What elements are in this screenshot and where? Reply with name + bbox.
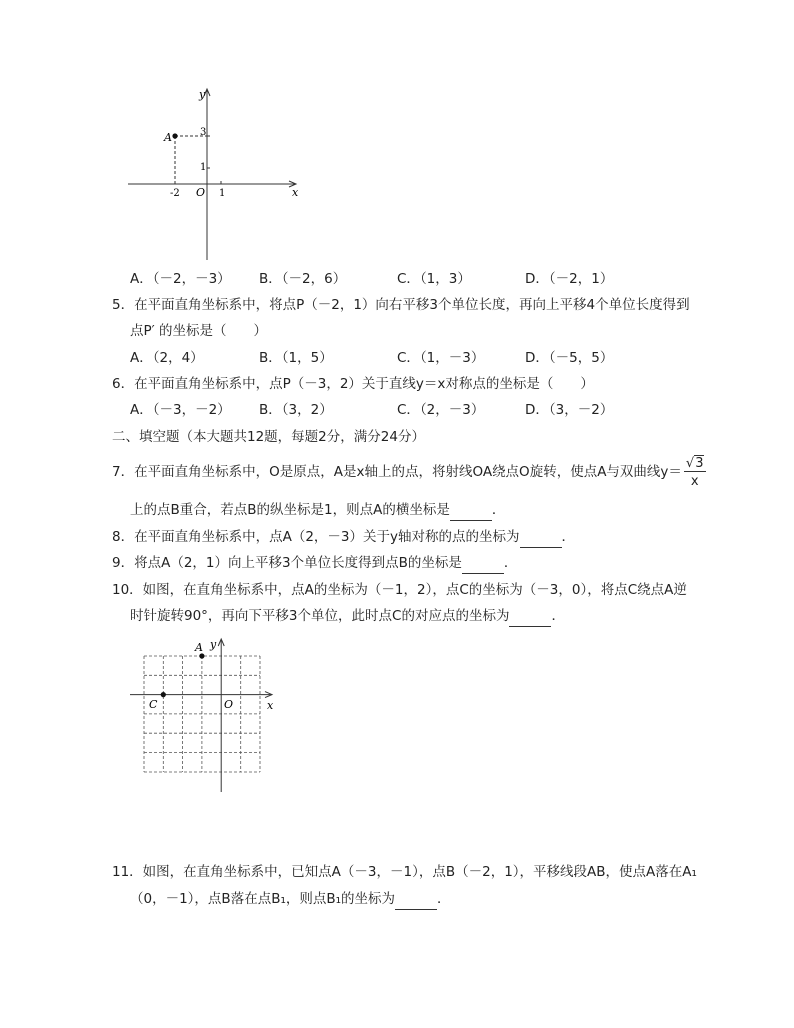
figure-1-tick-label-1: 1 <box>219 188 226 199</box>
figure-1-point-a <box>172 133 177 138</box>
q7-stem-line2 <box>130 504 505 521</box>
q7-end: ． <box>491 502 506 518</box>
option-key: D． <box>525 271 549 287</box>
q5-stem-line2: 点P′ 的坐标是（ ） <box>130 323 267 339</box>
figure-2-y-label: y <box>210 638 217 651</box>
figure-1-origin-label: O <box>196 186 206 199</box>
q8-end: ． <box>561 529 575 545</box>
option-key: B． <box>259 402 282 418</box>
q7-fraction <box>684 457 706 488</box>
option-text: （－2，1） <box>548 271 614 287</box>
q10-stem-line1: 10．如图，在直角坐标系中，点A的坐标为（－1，2），点C的坐标为（－3，0），将点C绕点A逆 <box>112 582 687 598</box>
q7-fraction-denominator: x <box>690 474 699 489</box>
figure-2-point-c <box>161 692 166 697</box>
q6-option-a[interactable] <box>130 404 231 418</box>
q7-text: 7．在平面直角坐标系中，O是原点，A是x轴上的点，将射线OA绕点O旋转，使点A与双曲线y＝ <box>112 463 682 480</box>
q11-stem-line1: 11．如图，在直角坐标系中，已知点A（－3，－1），点B（－2，1），平移线段AB，使点A落在A₁ <box>112 864 697 880</box>
option-key: B． <box>259 350 282 366</box>
option-key: C． <box>397 402 420 418</box>
q5-option-c[interactable] <box>397 352 484 366</box>
figure-1-coordinate-plane <box>120 86 310 264</box>
option-text: （1，5） <box>281 350 333 366</box>
option-key: C． <box>397 350 420 366</box>
option-key: B． <box>259 271 282 287</box>
q6-stem: 6．在平面直角坐标系中，点P（－3，2）关于直线y＝x对称点的坐标是（ ） <box>112 376 594 392</box>
q6-option-b[interactable] <box>259 404 333 418</box>
q4-option-a[interactable] <box>130 273 231 287</box>
q7-answer-blank[interactable] <box>450 506 492 521</box>
section-2-title: 二、填空题（本大题共12题，每题2分，满分24分） <box>112 429 425 445</box>
figure-2-origin-label: O <box>224 698 234 711</box>
option-text: （－2，－3） <box>152 271 231 287</box>
figure-1-x-label: x <box>292 186 299 199</box>
option-text: （2，－3） <box>419 402 485 418</box>
q11-text-2: （0，－1），点B落在点B₁，则点B₁的坐标为 <box>130 891 396 907</box>
q7-sqrt-radicand: 3 <box>695 456 704 471</box>
q9-end: ． <box>503 555 518 571</box>
q11-end: ． <box>437 891 451 907</box>
q9-text: 9．将点A（2，1）向上平移3个单位长度得到点B的坐标是 <box>112 555 462 571</box>
option-text: （3，－2） <box>548 402 614 418</box>
figure-2-grid-plane <box>124 634 284 794</box>
q5-option-d[interactable] <box>525 352 613 366</box>
q5-stem-line1: 5．在平面直角坐标系中，将点P（－2，1）向右平移3个单位长度，再向上平移4个单位长度得到 <box>112 297 690 313</box>
option-text: （1，3） <box>419 271 471 287</box>
q8-text: 8．在平面直角坐标系中，点A（2，－3）关于y轴对称的点的坐标为 <box>112 529 520 545</box>
option-key: A． <box>130 350 153 366</box>
option-text: （1，－3） <box>419 350 485 366</box>
q4-option-d[interactable] <box>525 273 613 287</box>
q10-end: ． <box>551 608 565 624</box>
q10-stem-line2 <box>130 610 565 627</box>
q8-answer-blank[interactable] <box>520 533 562 548</box>
q7-fraction-numerator: √3 <box>685 456 704 471</box>
q6-option-d[interactable] <box>525 404 613 418</box>
q11-stem-line2 <box>130 893 451 910</box>
option-key: A． <box>130 402 153 418</box>
q5-option-a[interactable] <box>130 352 204 366</box>
q11-answer-blank[interactable] <box>395 895 437 910</box>
option-text: （3，2） <box>281 402 333 418</box>
q4-option-b[interactable] <box>259 273 346 287</box>
option-text: （2，4） <box>152 350 204 366</box>
q5-option-b[interactable] <box>259 352 333 366</box>
q10-answer-blank[interactable] <box>509 612 551 627</box>
figure-2-x-label: x <box>267 699 274 712</box>
option-text: （－5，5） <box>548 350 614 366</box>
q9-stem <box>112 557 517 574</box>
figure-2-point-c-label: C <box>149 698 158 711</box>
figure-1-tick-label-y1: 1 <box>200 162 207 173</box>
q9-answer-blank[interactable] <box>462 559 504 574</box>
figure-1-point-a-label: A <box>164 131 172 144</box>
q7-text-2: 上的点B重合，若点B的纵坐标是1，则点A的横坐标是 <box>130 502 450 518</box>
option-key: A． <box>130 271 153 287</box>
option-key: C． <box>397 271 420 287</box>
option-key: D． <box>525 350 549 366</box>
figure-1-y-label: y <box>199 88 206 101</box>
option-key: D． <box>525 402 549 418</box>
figure-2-grid-lines <box>144 656 260 772</box>
option-text: （－3，－2） <box>152 402 231 418</box>
figure-1-tick-label-neg2: -2 <box>170 188 180 199</box>
q6-option-c[interactable] <box>397 404 484 418</box>
figure-1-tick-label-3: 3 <box>200 127 207 138</box>
q10-text-2: 时针旋转90°，再向下平移3个单位，此时点C的对应点的坐标为 <box>130 608 510 624</box>
q8-stem <box>112 531 575 548</box>
figure-2-point-a <box>199 653 204 658</box>
option-text: （－2，6） <box>281 271 347 287</box>
q4-option-c[interactable] <box>397 273 471 287</box>
figure-2-point-a-label: A <box>195 641 203 654</box>
q7-stem-line1 <box>112 457 706 488</box>
